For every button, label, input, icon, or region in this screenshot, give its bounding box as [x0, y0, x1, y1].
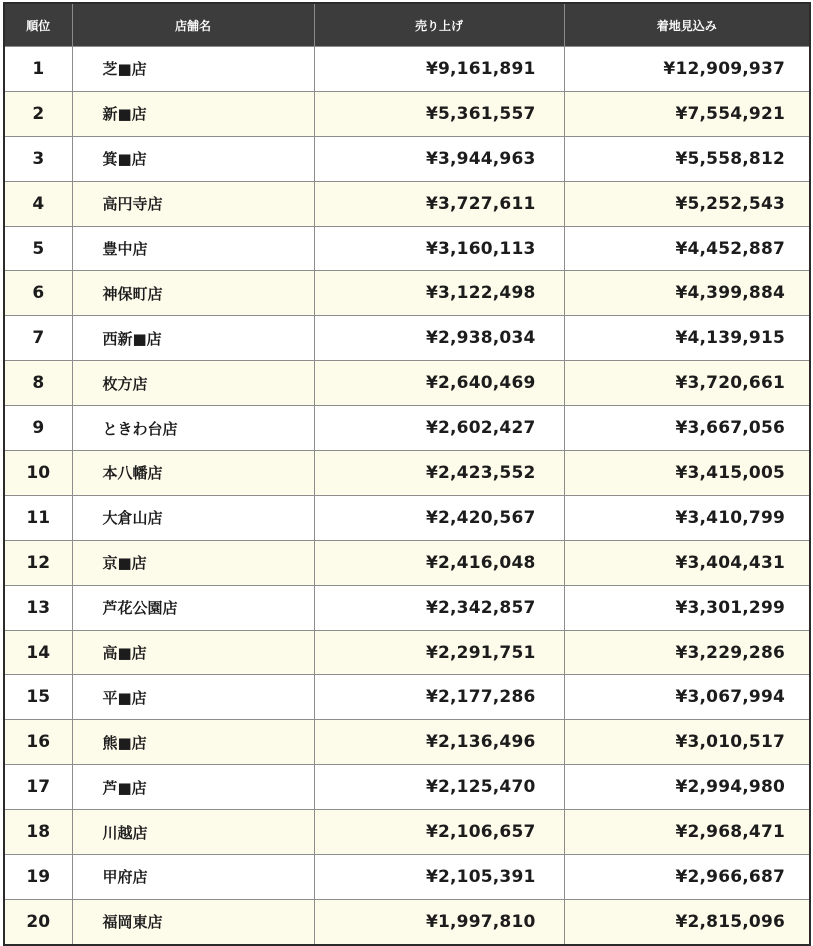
header-row: [4, 3, 810, 47]
forecast-cell: ¥3,010,517: [564, 720, 810, 765]
sales-cell: ¥1,997,810: [314, 899, 564, 944]
table-row: [4, 540, 810, 585]
rank-cell: 6: [4, 271, 72, 316]
rank-cell: 3: [4, 136, 72, 181]
sales-cell: ¥9,161,891: [314, 47, 564, 92]
forecast-cell: ¥12,909,937: [564, 47, 810, 92]
store-name-cell: 箕■店: [72, 136, 314, 181]
header-sales: 売り上げ: [314, 3, 564, 47]
forecast-cell: ¥2,968,471: [564, 810, 810, 855]
sales-cell: ¥2,136,496: [314, 720, 564, 765]
sales-cell: ¥3,727,611: [314, 181, 564, 226]
sales-cell: ¥2,177,286: [314, 675, 564, 720]
store-name-cell: 甲府店: [72, 855, 314, 900]
ranking-table-container: [3, 2, 809, 946]
forecast-cell: ¥3,415,005: [564, 451, 810, 496]
rank-cell: 4: [4, 181, 72, 226]
forecast-cell: ¥3,404,431: [564, 540, 810, 585]
rank-cell: 20: [4, 899, 72, 944]
forecast-cell: ¥4,399,884: [564, 271, 810, 316]
header-forecast: 着地見込み: [564, 3, 810, 47]
rank-cell: 17: [4, 765, 72, 810]
table-row: [4, 495, 810, 540]
sales-cell: ¥3,122,498: [314, 271, 564, 316]
sales-cell: ¥2,416,048: [314, 540, 564, 585]
sales-ranking-table: [3, 2, 811, 946]
forecast-cell: ¥3,301,299: [564, 585, 810, 630]
rank-cell: 11: [4, 495, 72, 540]
sales-cell: ¥2,105,391: [314, 855, 564, 900]
sales-cell: ¥2,106,657: [314, 810, 564, 855]
forecast-cell: ¥4,139,915: [564, 316, 810, 361]
sales-cell: ¥2,125,470: [314, 765, 564, 810]
forecast-cell: ¥3,229,286: [564, 630, 810, 675]
rank-cell: 2: [4, 91, 72, 136]
forecast-cell: ¥3,410,799: [564, 495, 810, 540]
rank-cell: 7: [4, 316, 72, 361]
forecast-cell: ¥2,966,687: [564, 855, 810, 900]
forecast-cell: ¥5,558,812: [564, 136, 810, 181]
forecast-cell: ¥2,994,980: [564, 765, 810, 810]
store-name-cell: 高■店: [72, 630, 314, 675]
sales-cell: ¥2,420,567: [314, 495, 564, 540]
forecast-cell: ¥5,252,543: [564, 181, 810, 226]
store-name-cell: 大倉山店: [72, 495, 314, 540]
store-name-cell: ときわ台店: [72, 406, 314, 451]
forecast-cell: ¥2,815,096: [564, 899, 810, 944]
sales-cell: ¥2,423,552: [314, 451, 564, 496]
store-name-cell: 芝■店: [72, 47, 314, 92]
table-row: [4, 91, 810, 136]
table-row: [4, 406, 810, 451]
rank-cell: 15: [4, 675, 72, 720]
table-row: [4, 316, 810, 361]
forecast-cell: ¥3,720,661: [564, 361, 810, 406]
table-row: [4, 585, 810, 630]
table-row: [4, 899, 810, 944]
store-name-cell: 芦花公園店: [72, 585, 314, 630]
table-row: [4, 181, 810, 226]
rank-cell: 14: [4, 630, 72, 675]
store-name-cell: 熊■店: [72, 720, 314, 765]
store-name-cell: 京■店: [72, 540, 314, 585]
sales-cell: ¥2,938,034: [314, 316, 564, 361]
header-store-name: 店舗名: [72, 3, 314, 47]
sales-cell: ¥2,291,751: [314, 630, 564, 675]
table-row: [4, 675, 810, 720]
table-row: [4, 810, 810, 855]
store-name-cell: 新■店: [72, 91, 314, 136]
store-name-cell: 豊中店: [72, 226, 314, 271]
store-name-cell: 平■店: [72, 675, 314, 720]
forecast-cell: ¥3,067,994: [564, 675, 810, 720]
rank-cell: 19: [4, 855, 72, 900]
sales-cell: ¥2,602,427: [314, 406, 564, 451]
sales-cell: ¥3,160,113: [314, 226, 564, 271]
sales-cell: ¥2,640,469: [314, 361, 564, 406]
rank-cell: 8: [4, 361, 72, 406]
table-row: [4, 720, 810, 765]
rank-cell: 12: [4, 540, 72, 585]
store-name-cell: 芦■店: [72, 765, 314, 810]
rank-cell: 9: [4, 406, 72, 451]
store-name-cell: 枚方店: [72, 361, 314, 406]
sales-cell: ¥3,944,963: [314, 136, 564, 181]
rank-cell: 1: [4, 47, 72, 92]
store-name-cell: 川越店: [72, 810, 314, 855]
table-body: [4, 47, 810, 945]
table-row: [4, 765, 810, 810]
table-row: [4, 271, 810, 316]
forecast-cell: ¥3,667,056: [564, 406, 810, 451]
sales-cell: ¥5,361,557: [314, 91, 564, 136]
table-row: [4, 226, 810, 271]
store-name-cell: 本八幡店: [72, 451, 314, 496]
forecast-cell: ¥4,452,887: [564, 226, 810, 271]
table-row: [4, 630, 810, 675]
sales-cell: ¥2,342,857: [314, 585, 564, 630]
rank-cell: 10: [4, 451, 72, 496]
rank-cell: 13: [4, 585, 72, 630]
header-rank: 順位: [4, 3, 72, 47]
store-name-cell: 神保町店: [72, 271, 314, 316]
forecast-cell: ¥7,554,921: [564, 91, 810, 136]
table-row: [4, 47, 810, 92]
table-row: [4, 855, 810, 900]
table-row: [4, 451, 810, 496]
store-name-cell: 福岡東店: [72, 899, 314, 944]
table-row: [4, 361, 810, 406]
store-name-cell: 高円寺店: [72, 181, 314, 226]
rank-cell: 18: [4, 810, 72, 855]
rank-cell: 5: [4, 226, 72, 271]
table-row: [4, 136, 810, 181]
rank-cell: 16: [4, 720, 72, 765]
store-name-cell: 西新■店: [72, 316, 314, 361]
